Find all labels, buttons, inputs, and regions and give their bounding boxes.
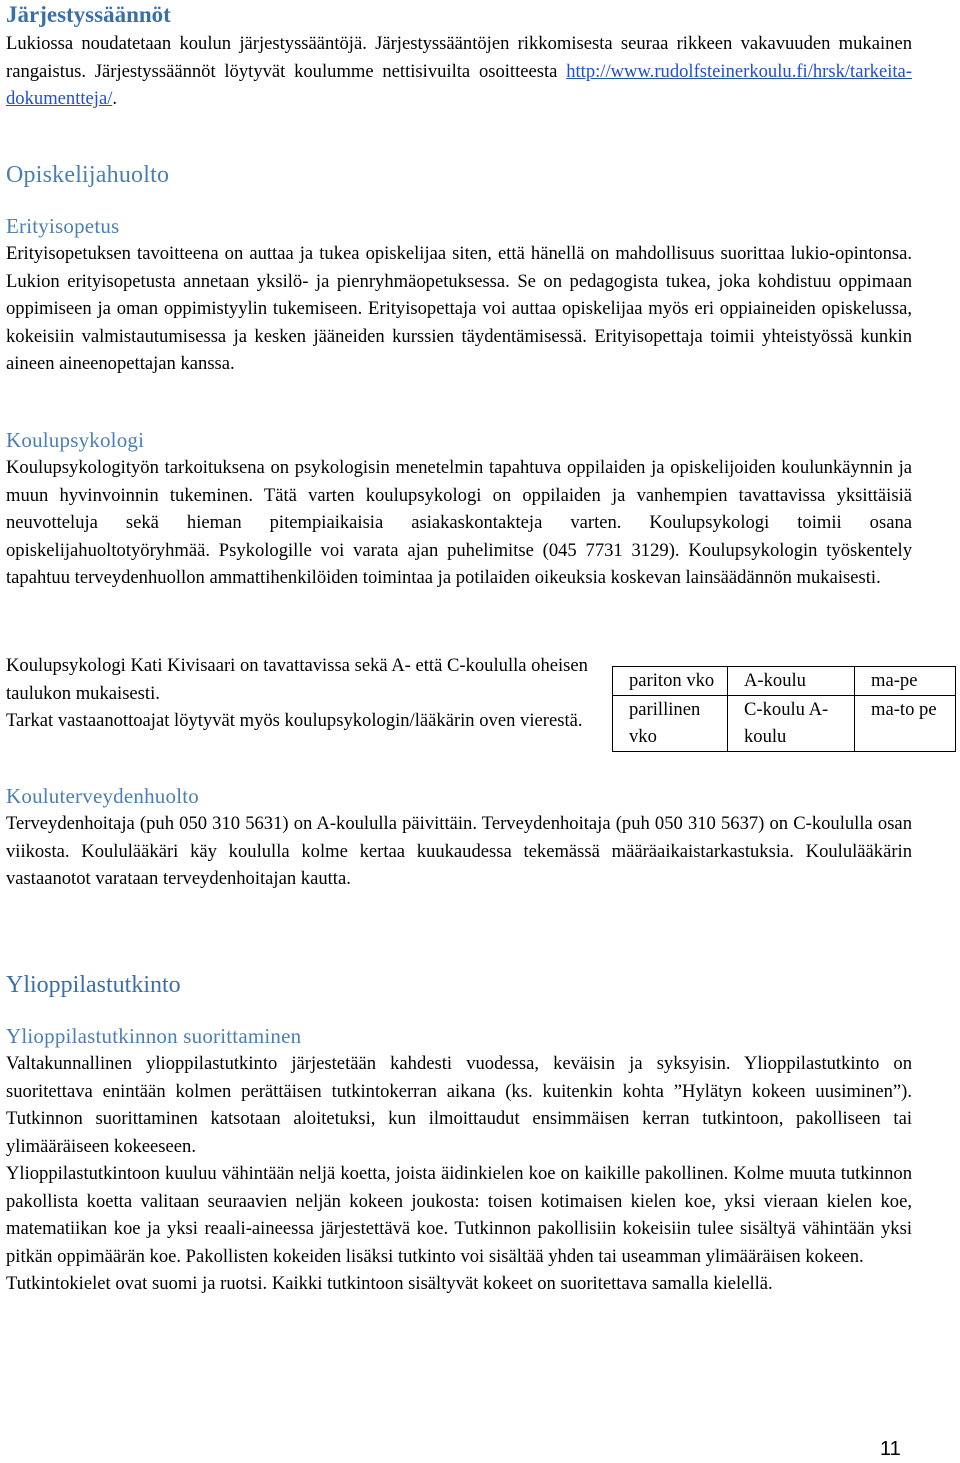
paragraph-jarjestyssaannot	[6, 30, 912, 113]
heading-koulupsykologi: Koulupsykologi	[6, 428, 145, 452]
paragraph-koulupsykologi-door: Tarkat vastaanottoajat löytyvät myös koulupsykologin/lääkärin oven vierestä.	[6, 710, 583, 731]
table-row	[613, 695, 956, 751]
section-koulupsykologi-schedule-text	[6, 652, 602, 735]
paragraph-koulupsykologi-times: Koulupsykologi Kati Kivisaari on tavattavissa sekä A- että C-koululla oheisen taulukon mukaisesti.	[6, 655, 588, 704]
page-number: 11	[880, 1438, 901, 1460]
cell-days: ma-pe	[855, 667, 956, 696]
section-jarjestyssaannot	[6, 0, 912, 113]
section-opiskelijahuolto	[6, 160, 912, 190]
psychologist-schedule-table	[612, 666, 956, 752]
text-after-link: .	[112, 88, 118, 109]
heading-ylioppilastutkinto: Ylioppilastutkinto	[6, 972, 181, 998]
cell-school: C-koulu A-koulu	[728, 695, 855, 751]
cell-week: parillinen vko	[613, 695, 728, 751]
text-before-link: Lukiossa noudatetaan koulun järjestyssääntöjä. Järjestyssääntöjen rikkomisesta seuraa rikkeen vakavuuden mukainen rangaistus. Järjestyssäännöt löytyvät koulumme nettisivuilta osoitteesta	[6, 33, 912, 82]
section-suorittaminen	[6, 1022, 912, 1298]
cell-week: pariton vko	[613, 667, 728, 696]
heading-kouluterveydenhuolto: Kouluterveydenhuolto	[6, 784, 199, 808]
section-kouluterveydenhuolto	[6, 782, 912, 893]
heading-opiskelijahuolto: Opiskelijahuolto	[6, 162, 170, 188]
paragraph-suorittaminen-1: Valtakunnallinen ylioppilastutkinto järjestetään kahdesti vuodessa, keväisin ja syksyisin. Ylioppilastutkinto on suoritettava enintään kolmen perättäisen tutkintokerran aikana (ks. kuitenkin kohta ”Hylätyn kokeen uusiminen”). Tutkinnon suorittaminen katsotaan aloitetuksi, kun ilmoittaudut ensimmäisen kerran tutkintoon, pakolliseen tai ylimääräiseen kokeeseen.	[6, 1053, 912, 1157]
cell-school: A-koulu	[728, 667, 855, 696]
section-erityisopetus	[6, 212, 912, 378]
section-koulupsykologi	[6, 426, 912, 592]
paragraph-suorittaminen-2: Ylioppilastutkintoon kuuluu vähintään neljä koetta, joista äidinkielen koe on kaikille pakollinen. Kolme muuta tutkinnon pakollista koetta valitaan seuraavien neljän kokeen joukosta: toisen kotimaisen kielen koe, yksi vieraan kielen koe, matematiikan koe ja yksi reaali-aineessa järjestettävä koe. Tutkinnon pakollisiin kokeisiin tulee sisältyä vähintään yksi pitkän oppimäärän koe. Pakollisten kokeiden lisäksi tutkinto voi sisältää yhden tai useamman ylimääräisen kokeen.	[6, 1163, 912, 1267]
paragraph-koulupsykologi: Koulupsykologityön tarkoituksena on psykologisin menetelmin tapahtuva oppilaiden ja opiskelijoiden koulunkäynnin ja muun hyvinvoinnin tukeminen. Tätä varten koulupsykologi on oppilaiden ja vanhempien tavattavissa yksittäisiä neuvotteluja sekä hieman pitempiaikaisia asiakaskontakteja varten. Koulupsykologi toimii osana opiskelijahuoltotyöryhmää. Psykologille voi varata ajan puhelimitse (045 7731 3129). Koulupsykologin työskentely tapahtuu terveydenhuollon ammattihenkilöiden toimintaa ja potilaiden oikeuksia koskevan lainsäädännön mukaisesti.	[6, 457, 912, 588]
paragraph-kouluterveydenhuolto: Terveydenhoitaja (puh 050 310 5631) on A-koululla päivittäin. Terveydenhoitaja (puh 050 310 5637) on C-koululla osan viikosta. Koululääkäri käy koululla kolme kertaa kuukaudessa tekemässä määräaikaistarkastuksia. Koululääkärin vastaanotot varataan terveydenhoitajan kautta.	[6, 813, 912, 889]
heading-suorittaminen: Ylioppilastutkinnon suorittaminen	[6, 1024, 302, 1048]
heading-jarjestyssaannot: Järjestyssäännöt	[6, 2, 171, 27]
rules-link[interactable]: http://www.rudolfsteinerkoulu.fi/hrsk/tarkeita-dokumentteja/	[6, 60, 912, 109]
paragraph-suorittaminen-3: Tutkintokielet ovat suomi ja ruotsi. Kaikki tutkintoon sisältyvät kokeet on suoritettava samalla kielellä.	[6, 1273, 773, 1294]
paragraph-erityisopetus: Erityisopetuksen tavoitteena on auttaa ja tukea opiskelijaa siten, että hänellä on mahdollisuus suorittaa lukio-opintonsa. Lukion erityisopetusta annetaan yksilö- ja pienryhmäopetuksessa. Se on pedagogista tukea, joka kohdistuu oppimaan oppimiseen ja oman oppimistyylin tukemiseen. Erityisopettaja voi auttaa opiskelijaa myös eri oppiaineiden opiskelussa, kokeisiin valmistautumisessa ja kesken jääneiden kurssien täydentämisessä. Erityisopettaja toimii yhteistyössä kunkin aineen aineenopettajan kanssa.	[6, 243, 912, 374]
cell-days: ma-to pe	[855, 695, 956, 751]
heading-erityisopetus: Erityisopetus	[6, 214, 120, 238]
table-row	[613, 667, 956, 696]
section-ylioppilastutkinto	[6, 970, 912, 1000]
